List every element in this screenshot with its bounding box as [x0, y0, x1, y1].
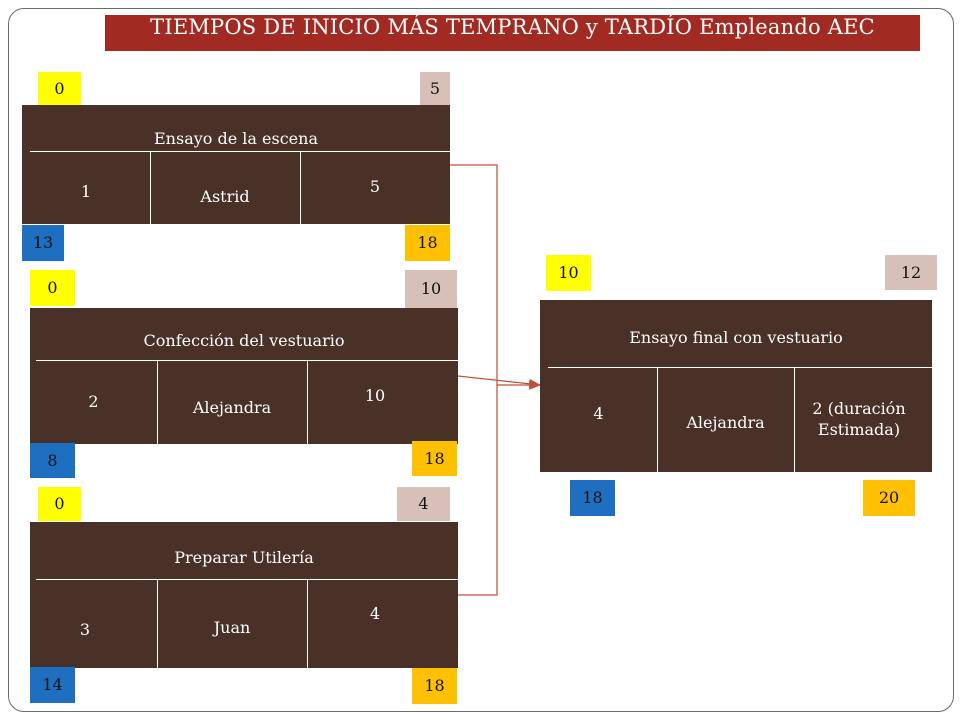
earliest-finish-tag: 4 [397, 487, 450, 521]
latest-finish-tag: 18 [412, 441, 457, 476]
earliest-start-tag: 0 [38, 72, 81, 105]
activity-node-2 [30, 308, 458, 444]
latest-finish-tag: 20 [863, 480, 915, 516]
activity-duration: 10 [364, 386, 386, 405]
activity-name: Preparar Utilería [174, 548, 314, 567]
activity-node-1 [22, 105, 450, 224]
earliest-start-tag: 0 [38, 487, 81, 521]
activity-responsible: Alejandra [192, 398, 272, 417]
earliest-finish-tag: 10 [405, 270, 457, 308]
activity-duration-line-1: 2 (duración [812, 399, 906, 418]
activity-duration: 5 [369, 177, 381, 196]
activity-number: 4 [593, 404, 604, 423]
arrow-activity-2-to-4 [458, 376, 540, 385]
activity-number: 2 [88, 392, 99, 411]
latest-start-tag: 8 [30, 443, 75, 478]
latest-start-tag: 18 [570, 480, 615, 516]
activity-name: Confección del vestuario [143, 331, 345, 350]
earliest-finish-tag: 5 [420, 72, 450, 105]
activity-node-3 [30, 522, 458, 668]
latest-finish-tag: 18 [412, 668, 457, 704]
slide-title: TIEMPOS DE INICIO MÁS TEMPRANO y TARDÍO Empleando AEC [150, 15, 875, 39]
earliest-start-tag: 0 [30, 270, 75, 306]
activity-duration-line-2: Estimada) [817, 420, 901, 439]
activity-node-4 [540, 300, 932, 472]
activity-name: Ensayo final con vestuario [629, 328, 843, 347]
latest-start-tag: 14 [30, 667, 75, 703]
activity-number: 1 [80, 182, 92, 201]
activity-duration [794, 398, 924, 440]
earliest-finish-tag: 12 [885, 255, 937, 290]
activity-number: 3 [79, 620, 91, 639]
activity-name: Ensayo de la escena [154, 129, 318, 148]
arrow-activity-1-to-4 [450, 165, 540, 385]
earliest-start-tag: 10 [546, 255, 591, 291]
arrow-activity-3-to-4 [458, 385, 497, 595]
activity-responsible: Juan [213, 618, 251, 637]
activity-responsible: Astrid [200, 187, 250, 206]
latest-start-tag: 13 [22, 225, 64, 261]
latest-finish-tag: 18 [405, 225, 450, 261]
activity-duration: 4 [369, 604, 381, 623]
activity-responsible: Alejandra [686, 413, 765, 432]
